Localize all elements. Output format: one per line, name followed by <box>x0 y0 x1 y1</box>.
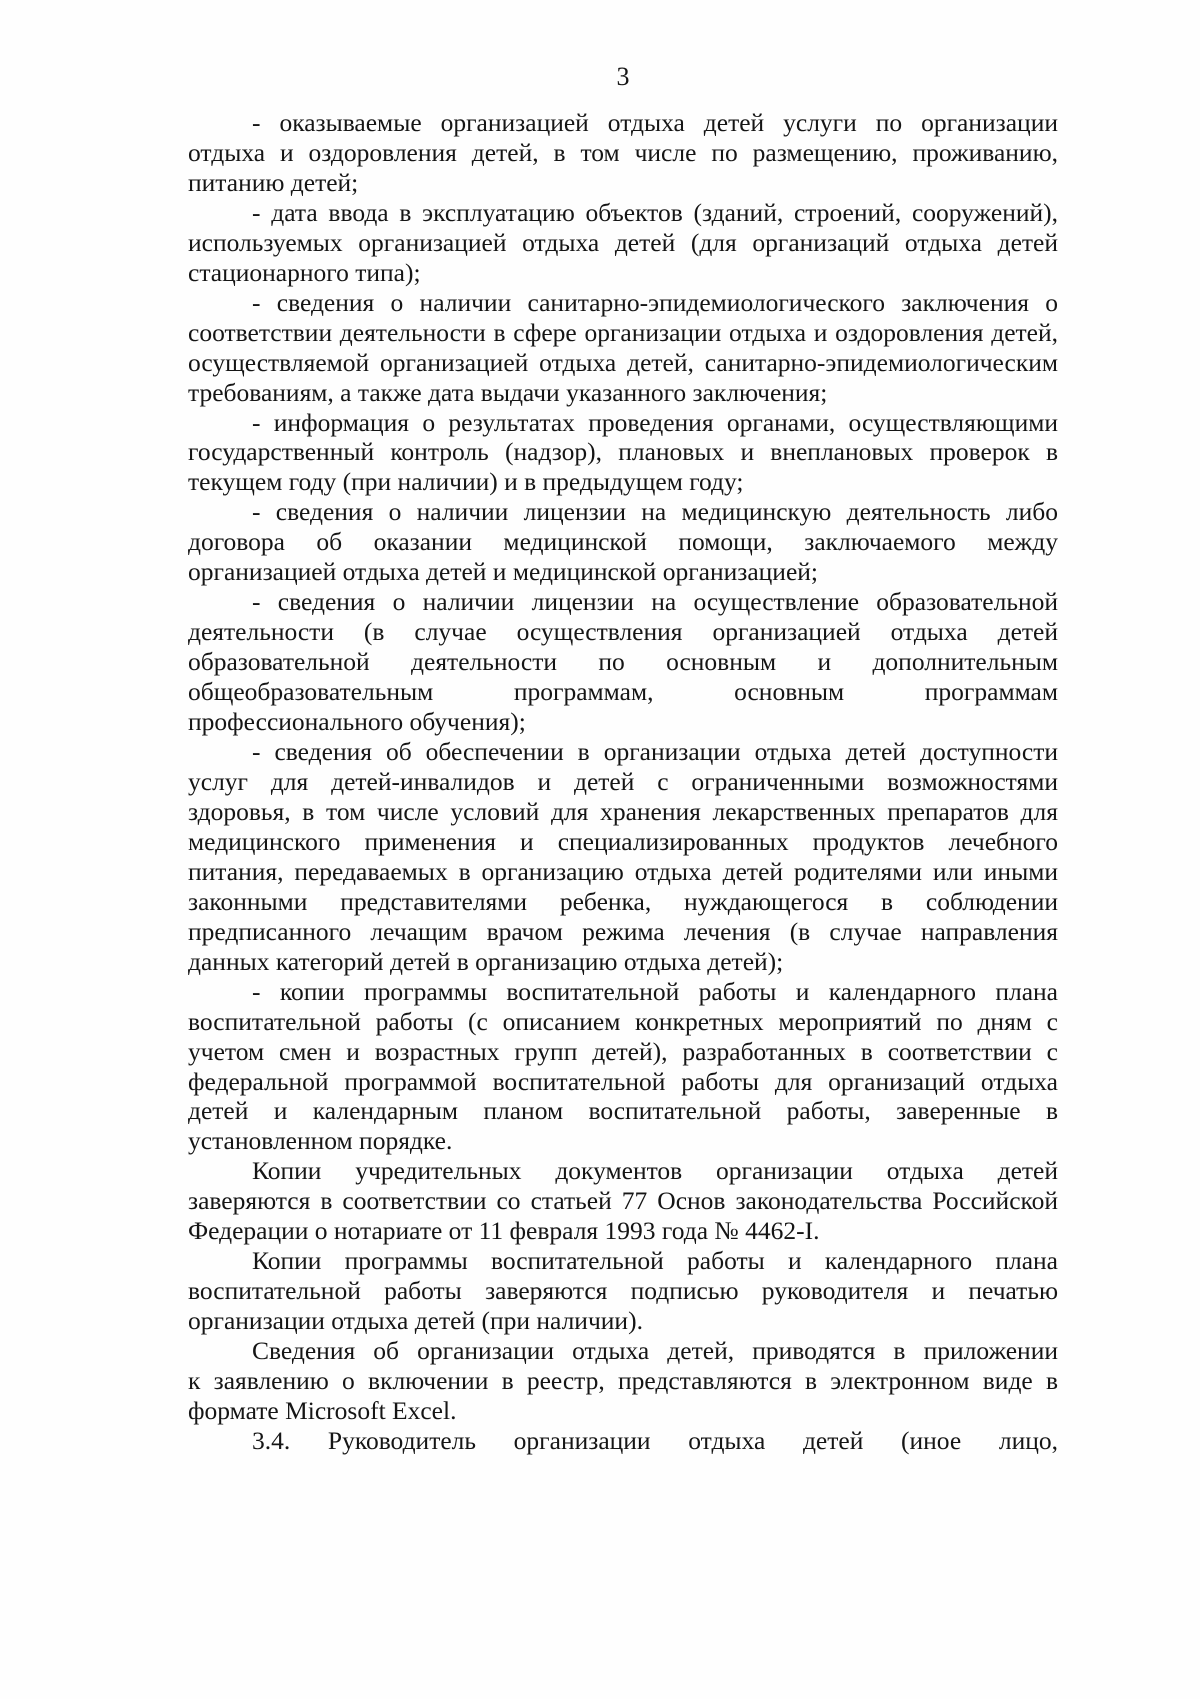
text-line: - дата ввода в эксплуатацию объектов (зданий, строений, сооружений), <box>252 197 1058 227</box>
text-line: текущем году (при наличии) и в предыдущем году; <box>188 467 744 497</box>
text-line: отдыха и оздоровления детей, в том числе по размещению, проживанию, <box>188 137 1058 167</box>
paragraph-3-4-head-of-organization <box>188 1426 1058 1456</box>
text-line: Сведения об организации отдыха детей, приводятся в приложении <box>252 1336 1058 1366</box>
paragraph-program-certification <box>188 1246 1058 1336</box>
text-line: соответствии деятельности в сфере организации отдыха и оздоровления детей, <box>188 317 1058 347</box>
text-line: питания, передаваемых в организацию отдыха детей родителями или иными <box>188 856 1058 886</box>
text-line: деятельности (в случае осуществления организацией отдыха детей <box>188 617 1058 647</box>
text-line: Федерации о нотариате от 11 февраля 1993 года № 4462-I. <box>188 1216 820 1246</box>
text-line: заверяются в соответствии со статьей 77 Основ законодательства Российской <box>188 1186 1058 1216</box>
text-line: договора об оказании медицинской помощи, заключаемого между <box>188 527 1058 557</box>
text-line: 3.4. Руководитель организации отдыха детей (иное лицо, <box>252 1425 1058 1455</box>
page-number: 3 <box>616 62 630 91</box>
document-body <box>188 108 1058 1456</box>
text-line: общеобразовательным программам, основным программам <box>188 677 1058 707</box>
text-line: воспитательной работы (с описанием конкретных мероприятий по дням с <box>188 1006 1058 1036</box>
list-item-educational-license <box>188 587 1058 737</box>
text-line: - информация о результатах проведения органами, осуществляющими <box>252 407 1058 437</box>
list-item-medical-license <box>188 497 1058 587</box>
text-line: профессионального обучения); <box>188 707 526 737</box>
text-line: осуществляемой организацией отдыха детей, санитарно-эпидемиологическим <box>188 347 1058 377</box>
text-line: - сведения о наличии лицензии на осуществление образовательной <box>252 587 1058 617</box>
paragraph-founding-documents <box>188 1156 1058 1246</box>
text-line: законными представителями ребенка, нуждающегося в соблюдении <box>188 886 1058 916</box>
text-line: предписанного лечащим врачом режима лечения (в случае направления <box>188 916 1058 946</box>
text-line: питанию детей; <box>188 167 359 197</box>
list-item-services <box>188 108 1058 198</box>
text-line: организации отдыха детей (при наличии). <box>188 1306 643 1336</box>
text-line: федеральной программой воспитательной работы для организаций отдыха <box>188 1066 1058 1096</box>
text-line: данных категорий детей в организацию отдыха детей); <box>188 946 784 976</box>
list-item-sanitary-conclusion <box>188 288 1058 408</box>
list-item-accessibility <box>188 737 1058 977</box>
text-line: Копии программы воспитательной работы и календарного плана <box>252 1246 1058 1276</box>
text-line: формате Microsoft Excel. <box>188 1395 457 1425</box>
text-line: воспитательной работы заверяются подписью руководителя и печатью <box>188 1276 1058 1306</box>
text-line: медицинского применения и специализированных продуктов лечебного <box>188 826 1058 856</box>
text-line: - оказываемые организацией отдыха детей услуги по организации <box>252 108 1058 137</box>
text-line: детей и календарным планом воспитательной работы, заверенные в <box>188 1096 1058 1126</box>
text-line: - сведения о наличии лицензии на медицинскую деятельность либо <box>252 497 1058 527</box>
text-line: требованиям, а также дата выдачи указанного заключения; <box>188 377 828 407</box>
list-item-commissioning-date <box>188 198 1058 288</box>
text-line: Копии учредительных документов организации отдыха детей <box>252 1156 1058 1186</box>
text-line: - сведения о наличии санитарно-эпидемиологического заключения о <box>252 287 1058 317</box>
text-line: используемых организацией отдыха детей (для организаций отдыха детей <box>188 227 1058 257</box>
text-line: установленном порядке. <box>188 1126 453 1156</box>
text-line: услуг для детей-инвалидов и детей с ограниченными возможностями <box>188 766 1058 796</box>
text-line: стационарного типа); <box>188 257 421 287</box>
text-line: - копии программы воспитательной работы и календарного плана <box>252 976 1058 1006</box>
text-line: здоровья, в том числе условий для хранения лекарственных препаратов для <box>188 796 1058 826</box>
list-item-education-program-copies <box>188 977 1058 1157</box>
list-item-inspection-results <box>188 408 1058 498</box>
text-line: учетом смен и возрастных групп детей), разработанных в соответствии с <box>188 1036 1058 1066</box>
paragraph-excel-format <box>188 1336 1058 1426</box>
text-line: государственный контроль (надзор), плановых и внеплановых проверок в <box>188 437 1058 467</box>
text-line: к заявлению о включении в реестр, представляются в электронном виде в <box>188 1366 1058 1396</box>
text-line: образовательной деятельности по основным и дополнительным <box>188 647 1058 677</box>
text-line: - сведения об обеспечении в организации отдыха детей доступности <box>252 737 1058 767</box>
text-line: организацией отдыха детей и медицинской организацией; <box>188 557 818 587</box>
